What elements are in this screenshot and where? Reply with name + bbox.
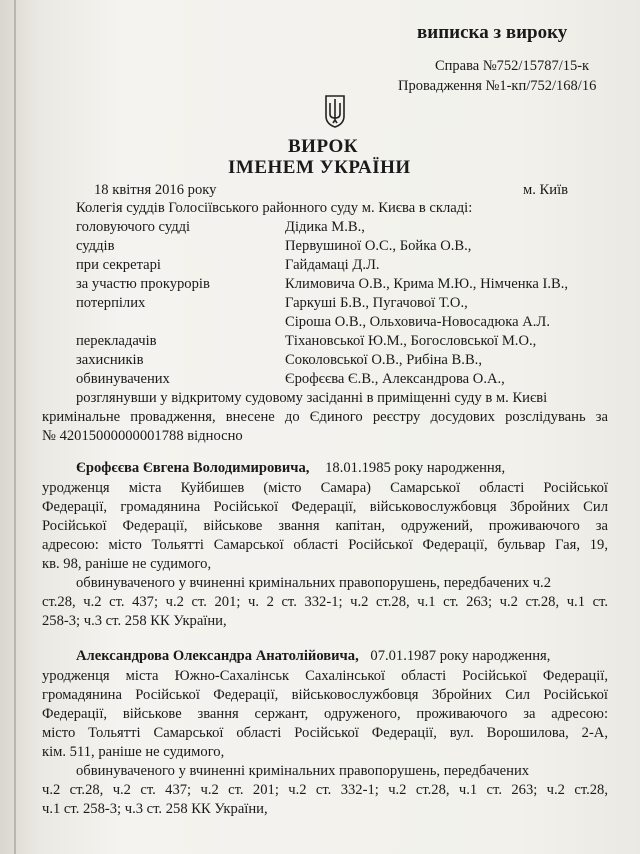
defendant2-text: місто Тольятті Самарської області Російської Федерації, вул. Ворошилова, 2-А, [42,725,608,741]
case-number: Справа №752/15787/15-к [435,58,590,74]
composition-role: захисників [76,352,144,368]
composition-role: потерпілих [76,295,146,311]
composition-role: обвинувачених [76,371,170,387]
proceeding-number: Провадження №1-кп/752/168/16 [398,78,597,94]
defendant1-charge: обвинуваченого у вчиненні кримінальних правопорушень, передбачених ч.2 [76,575,551,591]
defendant2-charge: ч.1 ст. 258-3; ч.3 ст. 258 КК України, [42,801,268,817]
verdict-date: 18 квітня 2016 року [94,182,217,198]
composition-names: Гайдамаці Д.Л. [285,257,380,273]
considered-line: розглянувши у відкритому судовому засіданні в приміщенні суду в м. Києві [76,390,548,406]
composition-names: Єрофєєва Є.В., Александрова О.А., [285,371,505,387]
defendant1-text: адресою: місто Тольятті Самарської області Російської Федерації, бульвар Гая, 19, [42,537,608,553]
defendant2-text: уродженця міста Южно-Сахалінськ Сахалінської області Російської Федерації, [42,668,608,684]
defendant2-text: громадянина Російської Федерації, військовослужбовця Збройних Сил Російської [42,687,608,703]
defendant1-text: кв. 98, раніше не судимого, [42,556,212,572]
composition-names: Сіроша О.В., Ольховича-Новосадюка А.Л. [285,314,550,330]
court-intro: Колегія суддів Голосіївського районного суду м. Києва в складі: [76,200,473,216]
defendant2-birth: 07.01.1987 року народження, [370,648,551,664]
defendant1-charge: 258-3; ч.3 ст. 258 КК України, [42,613,227,629]
composition-names: Соколовської О.В., Рибіна В.В., [285,352,482,368]
defendant2-name: Александрова Олександра Анатолійовича, [76,648,359,664]
composition-names: Гаркуші Б.В., Пугачової Т.О., [285,295,468,311]
defendant1-text: Федерації, громадянина Російської Федерації, військовослужбовця Збройних Сил [42,499,608,515]
composition-names: Тіхановської Ю.М., Богословської М.О., [285,333,537,349]
defendant1-intro [76,460,505,477]
defendant2-text: Федерації, військове звання сержант, одруженого, проживаючого за адресою: [42,706,608,722]
defendant1-text: уродженця міста Куйбишев (місто Самара) Самарської області Російської [42,480,608,496]
composition-names: Первушиної О.С., Бойка О.В., [285,238,472,254]
composition-names: Дідика М.В., [285,219,365,235]
defendant2-charge: ч.2 ст.28, ч.2 ст. 437; ч.2 ст. 201; ч.2 ст. 332-1; ч.2 ст.28, ч.1 ст. 263; ч.2 ст.28, [42,782,608,798]
page-binding-edge [14,0,16,854]
composition-role: при секретарі [76,257,161,273]
defendant1-charge: ст.28, ч.2 ст. 437; ч.2 ст. 201; ч. 2 ст. 332-1; ч.2 ст.28, ч.1 ст. 263; ч.2 ст.28, ч.1 ст. [42,594,608,610]
composition-role: перекладачів [76,333,157,349]
defendant2-text: кім. 511, раніше не судимого, [42,744,225,760]
defendant1-birth: 18.01.1985 року народження, [325,460,506,476]
composition-role: головуючого судді [76,219,191,235]
composition-role: суддів [76,238,115,254]
verdict-subtitle: ІМЕНЕМ УКРАЇНИ [228,157,411,178]
defendant2-intro [76,648,550,665]
verdict-title: ВИРОК [288,136,359,157]
composition-names: Климовича О.В., Крима М.Ю., Німченка І.В., [285,276,569,292]
defendant1-text: Російської Федерації, військове звання капітан, одружений, проживаючого за [42,518,608,534]
trident-emblem-icon [324,94,346,128]
erdr-number: № 42015000000001788 відносно [42,428,243,444]
extract-title: виписка з вироку [417,22,568,43]
composition-role: за участю прокурорів [76,276,210,292]
defendant2-charge: обвинуваченого у вчиненні кримінальних правопорушень, передбачених [76,763,530,779]
considered-line: кримінальне провадження, внесене до Єдиного реєстру досудових розслідувань за [42,409,608,425]
defendant1-name: Єрофєєва Євгена Володимировича, [76,460,310,476]
verdict-city: м. Київ [523,182,569,198]
